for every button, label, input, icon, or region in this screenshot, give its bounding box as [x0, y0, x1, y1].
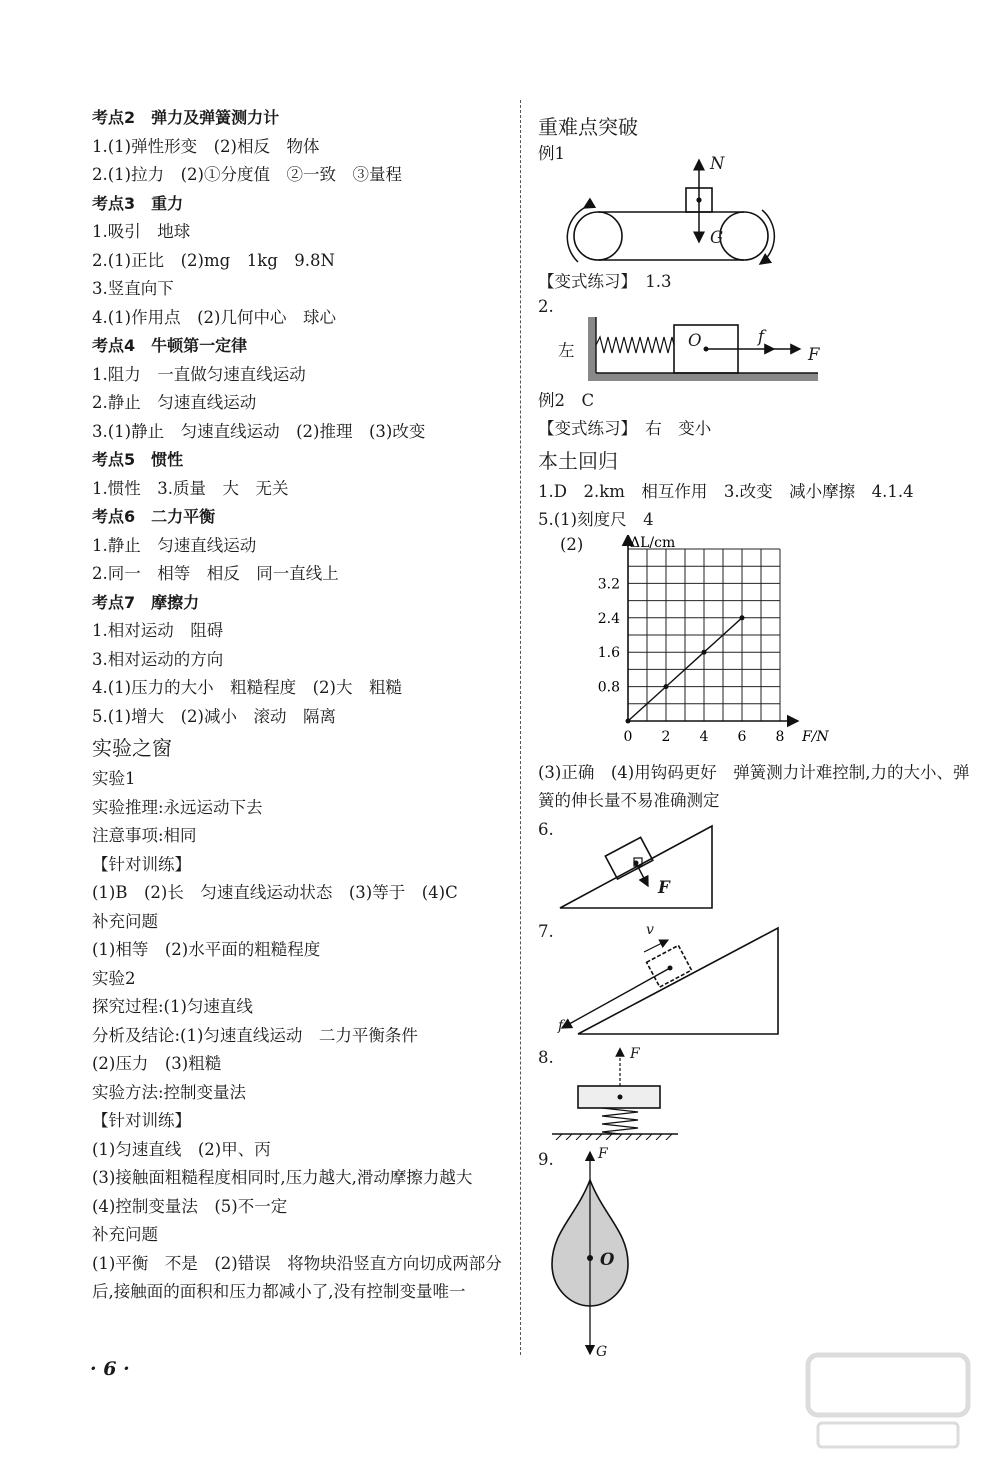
exp-line-17: 补充问题: [92, 1225, 158, 1244]
q7-velocity-label: v: [646, 921, 654, 938]
exp-line-7: (1)相等 (2)水平面的粗糙程度: [92, 940, 321, 959]
kd7-line-2: 3.相对运动的方向: [92, 649, 224, 669]
exp-line-3: 注意事项:相同: [92, 826, 197, 845]
kd4-heading: 考点4 牛顿第一定律: [92, 336, 248, 355]
q6-label: 6.: [538, 819, 554, 839]
q7-label: 7.: [538, 921, 554, 941]
exp-line-14: (1)匀速直线 (2)甲、丙: [92, 1139, 271, 1159]
example-1-label: 例1: [538, 144, 565, 163]
q8-label: 8.: [538, 1047, 554, 1067]
exp-line-6: 补充问题: [92, 911, 158, 931]
x-tick-label: 6: [737, 728, 747, 745]
q2-left-label: 左: [558, 340, 575, 360]
q9-figure: [538, 1146, 978, 1364]
y-tick-label: 3.2: [597, 575, 620, 592]
kd7-heading: 考点7 摩擦力: [92, 592, 200, 612]
kd6-line-1: 1.静止 匀速直线运动: [92, 535, 257, 555]
kd3-line-1: 1.吸引 地球: [92, 222, 191, 241]
local-line-1: 1.D 2.km 相互作用 3.改变 减小摩擦 4.1.4: [538, 481, 914, 501]
spring-extension-chart: [568, 535, 868, 759]
q5-part2-label: (2): [560, 534, 584, 554]
exp-line-12: 实验方法:控制变量法: [92, 1082, 247, 1102]
q8-figure: [538, 1046, 978, 1140]
q7-figure: [538, 922, 978, 1042]
kd6-heading: 考点6 二力平衡: [92, 507, 216, 526]
q2-figure: [538, 311, 978, 387]
exp-line-9: 探究过程:(1)匀速直线: [92, 997, 253, 1016]
q2-label: 2.: [538, 296, 554, 316]
right-column: [538, 110, 978, 1364]
kd7-line-3: 4.(1)压力的大小 粗糙程度 (2)大 粗糙: [92, 678, 402, 697]
kd5-heading: 考点5 惯性: [92, 450, 184, 469]
exp-line-5: (1)B (2)长 匀速直线运动状态 (3)等于 (4)C: [92, 883, 458, 902]
q9-center-label: O: [600, 1249, 615, 1269]
q6-force-label: F: [658, 877, 670, 897]
example-1-figure: [538, 154, 978, 268]
kd2-line-2: 2.(1)拉力 (2)①分度值 ②一致 ③量程: [92, 165, 402, 184]
y-axis-label: ΔL/cm: [630, 534, 676, 551]
watermark-logo: [788, 1345, 988, 1455]
exp-line-2: 实验推理:永远运动下去: [92, 797, 263, 817]
data-point: [702, 649, 707, 654]
ex1-gravity-label: G: [710, 228, 724, 247]
kd5-line-1: 1.惯性 3.质量 大 无关: [92, 478, 289, 498]
variant-practice-1: 【变式练习】 1.3: [538, 272, 672, 291]
q5-chart-block: [538, 535, 978, 759]
exp-line-18: (1)平衡 不是 (2)错误 将物块沿竖直方向切成两部分后,接触面的面积和压力都减小了,没有控制变量唯一: [92, 1253, 502, 1301]
variant-practice-2: 【变式练习】 右 变小: [538, 419, 712, 438]
x-axis-label: F/N: [802, 728, 829, 745]
q9-force-label: F: [598, 1145, 608, 1162]
exp-line-15: (3)接触面粗糙程度相同时,压力越大,滑动摩擦力越大: [92, 1168, 473, 1187]
y-tick-label: 1.6: [597, 644, 620, 661]
left-column: [92, 104, 510, 1307]
x-tick-label: 2: [661, 728, 671, 745]
q5-part3: (3)正确 (4)用钩码更好 弹簧测力计难控制,力的大小、弹簧的伸长量不易准确测定: [538, 762, 970, 810]
q8-force-label: F: [630, 1045, 640, 1062]
exp-line-13: 【针对训练】: [92, 1111, 191, 1130]
data-point: [740, 615, 745, 620]
q2-center-label: O: [688, 330, 702, 350]
q7-friction-label: f: [558, 1017, 564, 1034]
kd4-line-1: 1.阻力 一直做匀速直线运动: [92, 364, 306, 384]
local-review-title: 本土回归: [538, 448, 618, 473]
q9-gravity-label: G: [596, 1343, 608, 1360]
kd3-line-3: 3.竖直向下: [92, 279, 174, 298]
local-line-2: 5.(1)刻度尺 4: [538, 510, 654, 529]
data-point: [626, 718, 631, 723]
incline-diagram-q7: [538, 922, 978, 1042]
kd7-line-1: 1.相对运动 阻碍: [92, 621, 224, 640]
kd2-heading: 考点2 弹力及弹簧测力计: [92, 108, 280, 127]
incline-diagram-q6: [538, 820, 978, 916]
spring-block-diagram: [538, 311, 978, 387]
kd7-line-4: 5.(1)增大 (2)减小 滚动 隔离: [92, 706, 336, 726]
page-number: · 6 ·: [90, 1358, 130, 1380]
kd2-line-1: 1.(1)弹性形变 (2)相反 物体: [92, 136, 320, 156]
kd3-line-2: 2.(1)正比 (2)mg 1kg 9.8N: [92, 250, 335, 270]
conveyor-diagram: [538, 154, 978, 268]
exp-line-8: 实验2: [92, 968, 136, 988]
x-tick-label: 4: [699, 728, 709, 745]
key-points-title: 重难点突破: [538, 115, 638, 139]
kd4-line-2: 2.静止 匀速直线运动: [92, 393, 257, 412]
exp-line-16: (4)控制变量法 (5)不一定: [92, 1196, 288, 1216]
y-tick-label: 2.4: [597, 610, 620, 627]
kd6-line-2: 2.同一 相等 相反 同一直线上: [92, 564, 339, 583]
ex1-normal-label: N: [710, 154, 725, 173]
q2-friction-label: f: [758, 326, 765, 346]
exp-line-1: 实验1: [92, 769, 136, 788]
column-divider: [520, 100, 521, 1355]
experiment-section-title: 实验之窗: [92, 736, 172, 760]
y-tick-label: 0.8: [597, 679, 620, 696]
kd3-heading: 考点3 重力: [92, 193, 184, 213]
data-point: [664, 684, 669, 689]
spring-platform-diagram: [538, 1046, 978, 1140]
q2-force-label: F: [808, 344, 820, 364]
example-2: 例2 C: [538, 390, 595, 410]
exp-line-10: 分析及结论:(1)匀速直线运动 二力平衡条件: [92, 1025, 418, 1045]
exp-line-4: 【针对训练】: [92, 854, 191, 874]
q9-label: 9.: [538, 1149, 554, 1169]
x-tick-label: 8: [775, 728, 785, 745]
kd4-line-3: 3.(1)静止 匀速直线运动 (2)推理 (3)改变: [92, 421, 426, 441]
exp-line-11: (2)压力 (3)粗糙: [92, 1054, 222, 1073]
x-tick-label: 0: [623, 728, 633, 745]
q6-figure: [538, 820, 978, 916]
kd3-line-4: 4.(1)作用点 (2)几何中心 球心: [92, 307, 336, 327]
